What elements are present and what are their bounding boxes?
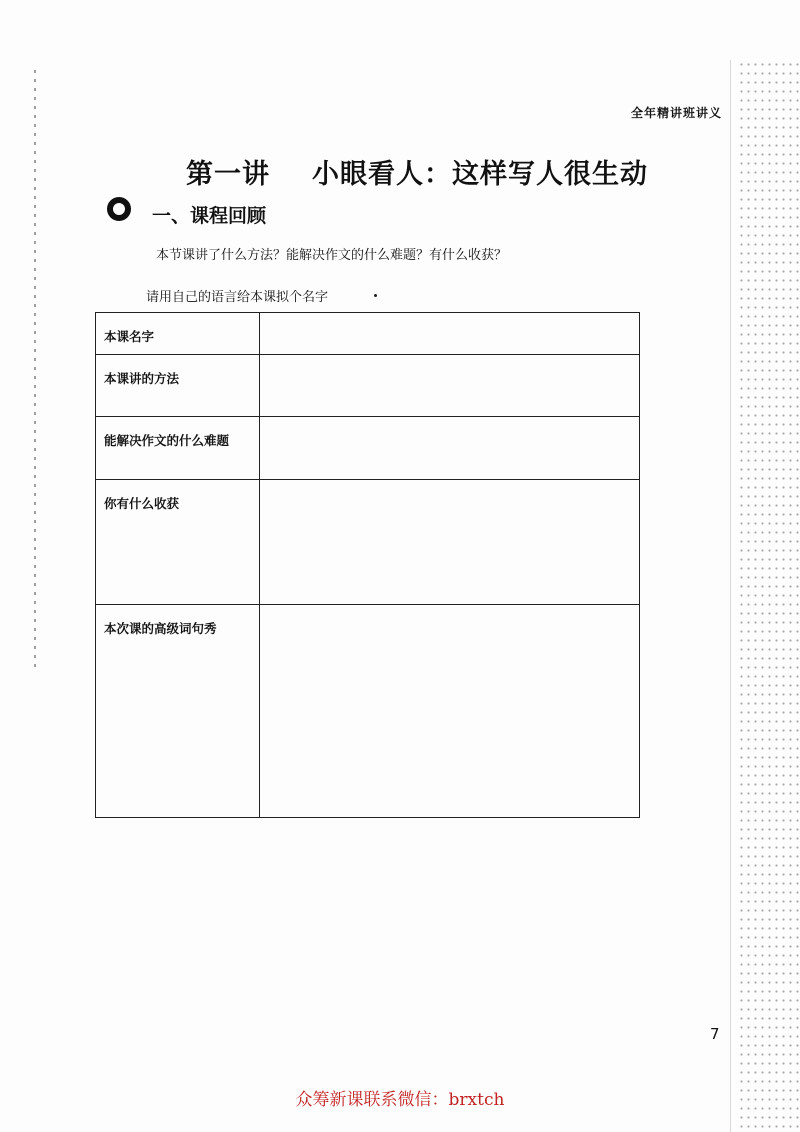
table-row bbox=[96, 480, 640, 605]
watermark-text: 众筹新课联系微信：brxtch bbox=[295, 1090, 505, 1110]
row-label-cell bbox=[96, 605, 260, 818]
row-label: 本课讲的方法 bbox=[104, 371, 180, 386]
row-label-cell bbox=[96, 313, 260, 355]
margin-divider bbox=[730, 60, 731, 1132]
binding-edge bbox=[34, 70, 36, 670]
table-row bbox=[96, 605, 640, 818]
row-label: 本课名字 bbox=[104, 329, 155, 344]
page-title bbox=[186, 152, 648, 191]
stray-mark bbox=[374, 294, 377, 297]
answer-cell-lesson-name[interactable] bbox=[260, 313, 640, 355]
answer-cell-method[interactable] bbox=[260, 355, 640, 417]
review-instruction: 请用自己的语言给本课拟个名字 bbox=[146, 290, 329, 305]
dotted-margin bbox=[738, 60, 800, 1132]
row-label-cell bbox=[96, 417, 260, 480]
row-label-cell bbox=[96, 355, 260, 417]
page-number: 7 bbox=[710, 1025, 720, 1043]
answer-cell-phrases[interactable] bbox=[260, 605, 640, 818]
review-question: 本节课讲了什么方法？能解决作文的什么难题？有什么收获？ bbox=[156, 248, 508, 263]
review-table bbox=[95, 312, 640, 818]
row-label: 你有什么收获 bbox=[104, 496, 180, 511]
row-label-cell bbox=[96, 480, 260, 605]
answer-cell-takeaway[interactable] bbox=[260, 480, 640, 605]
row-label: 能解决作文的什么难题 bbox=[104, 433, 230, 448]
section-heading: 一、课程回顾 bbox=[152, 205, 267, 227]
lecture-topic: 小眼看人：这样写人很生动 bbox=[312, 159, 648, 190]
table-row bbox=[96, 313, 640, 355]
table-row bbox=[96, 417, 640, 480]
lecture-number: 第一讲 bbox=[186, 159, 270, 190]
table-row bbox=[96, 355, 640, 417]
answer-cell-problem[interactable] bbox=[260, 417, 640, 480]
brush-circle-icon bbox=[106, 196, 132, 222]
row-label: 本次课的高级词句秀 bbox=[104, 621, 217, 636]
running-header: 全年精讲班讲义 bbox=[630, 106, 722, 120]
